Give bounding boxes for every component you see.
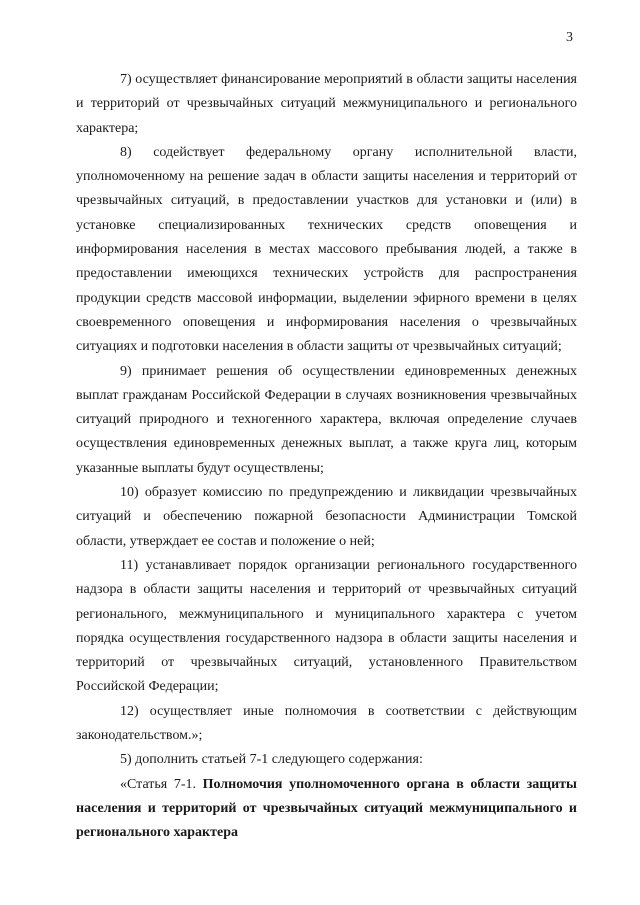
paragraph-item-10: 10) образует комиссию по предупреждению и ликвидации чрезвычайных ситуаций и обеспечению пожарной безопасности Администрации Томской области, утверждает ее состав и положение о ней; [76,485,577,549]
document-body [76,68,577,846]
paragraph-item-8: 8) содействует федеральному органу исполнительной власти, уполномоченному на решение задач в области защиты населения и территорий от чрезвычайных ситуаций, в предоставлении участков для установки и (или) в установке специализированных технических средств оповещения и информирования населения в местах массового пребывания людей, а также в предоставлении имеющихся технических устройств для распространения продукции средств массовой информации, выделении эфирного времени в целях своевременного оповещения и информирования населения о чрезвычайных ситуациях и подготовки населения в области защиты от чрезвычайных ситуаций; [76,144,577,355]
article-heading [76,773,577,846]
article-prefix: «Статья 7-1. [120,776,203,792]
article-title: Полномочия уполномоченного органа в области защиты населения и территорий от чрезвычайных ситуаций межмуниципального и регионального характера [76,776,577,841]
paragraph-item-7: 7) осуществляет финансирование мероприятий в области защиты населения и территорий от чрезвычайных ситуаций межмуниципального и регионального характера; [76,72,577,136]
page-number: 3 [566,30,573,45]
paragraph-item-9: 9) принимает решения об осуществлении единовременных денежных выплат гражданам Российской Федерации в случаях возникновения чрезвычайных ситуаций природного и техногенного характера, включая определение случаев осуществления единовременных денежных выплат, а также круга лиц, которым указанные выплаты будут осуществлены; [76,363,577,476]
paragraph-item-12: 12) осуществляет иные полномочия в соответствии с действующим законодательством.»; [76,703,577,744]
paragraph-amendment-5: 5) дополнить статьей 7-1 следующего содержания: [120,752,423,768]
paragraph-item-11: 11) устанавливает порядок организации регионального государственного надзора в области защиты населения и территорий от чрезвычайных ситуаций регионального, межмуниципального и муниципального характера с учетом порядка осуществления государственного надзора в области защиты населения и территорий от чрезвычайных ситуаций, установленного Правительством Российской Федерации; [76,557,577,695]
